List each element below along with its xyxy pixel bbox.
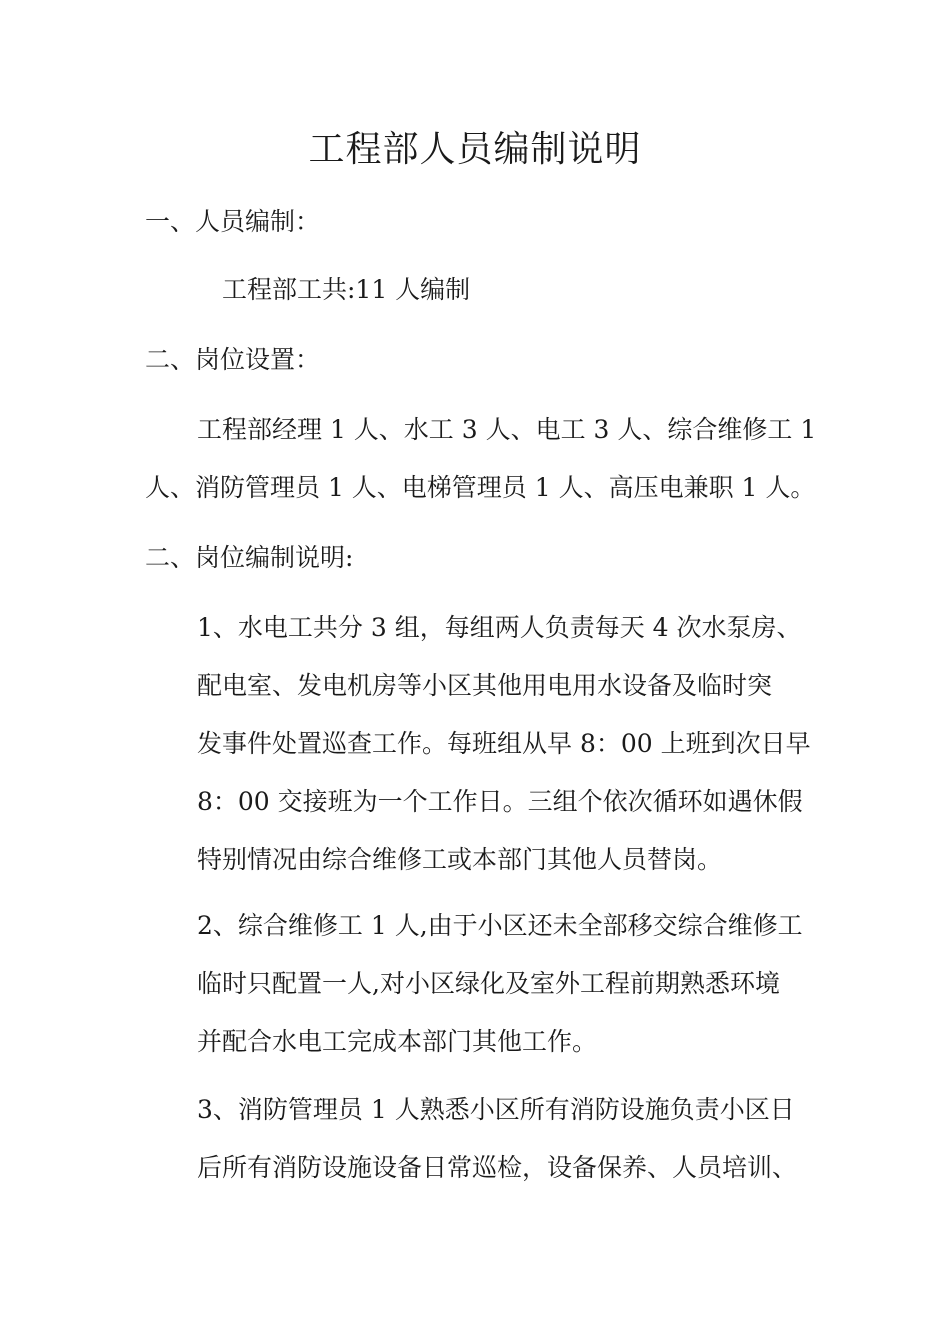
- positions-text-line: 工程部经理 1 人、水工 3 人、电工 3 人、综合维修工 1: [197, 415, 817, 444]
- staffing-total-text: 工程部工共:11 人编制: [222, 275, 471, 304]
- positions-text-line: 人、消防管理员 1 人、电梯管理员 1 人、高压电兼职 1 人。: [145, 473, 816, 502]
- note-item-line: 3、消防管理员 1 人熟悉小区所有消防设施负责小区日: [197, 1095, 795, 1124]
- note-item-line: 1、水电工共分 3 组，每组两人负责每天 4 次水泵房、: [197, 613, 802, 642]
- note-item-line: 发事件处置巡查工作。每班组从早 8：00 上班到次日早: [197, 729, 811, 758]
- section-heading-position-notes: 二、岗位编制说明:: [145, 543, 354, 572]
- note-item-line: 2、综合维修工 1 人,由于小区还未全部移交综合维修工: [197, 911, 803, 940]
- note-item-line: 8：00 交接班为一个工作日。三组个依次循环如遇休假: [197, 787, 803, 816]
- note-item-line: 特别情况由综合维修工或本部门其他人员替岗。: [197, 845, 723, 874]
- section-heading-staffing: 一、人员编制：: [145, 207, 321, 236]
- page-title: 工程部人员编制说明: [308, 129, 642, 170]
- note-item-line: 临时只配置一人,对小区绿化及室外工程前期熟悉环境: [197, 969, 780, 998]
- note-item-line: 并配合水电工完成本部门其他工作。: [197, 1027, 598, 1056]
- section-heading-positions: 二、岗位设置：: [145, 345, 321, 374]
- note-item-line: 配电室、发电机房等小区其他用电用水设备及临时突: [197, 671, 773, 700]
- note-item-line: 后所有消防设施设备日常巡检，设备保养、人员培训、: [197, 1153, 798, 1182]
